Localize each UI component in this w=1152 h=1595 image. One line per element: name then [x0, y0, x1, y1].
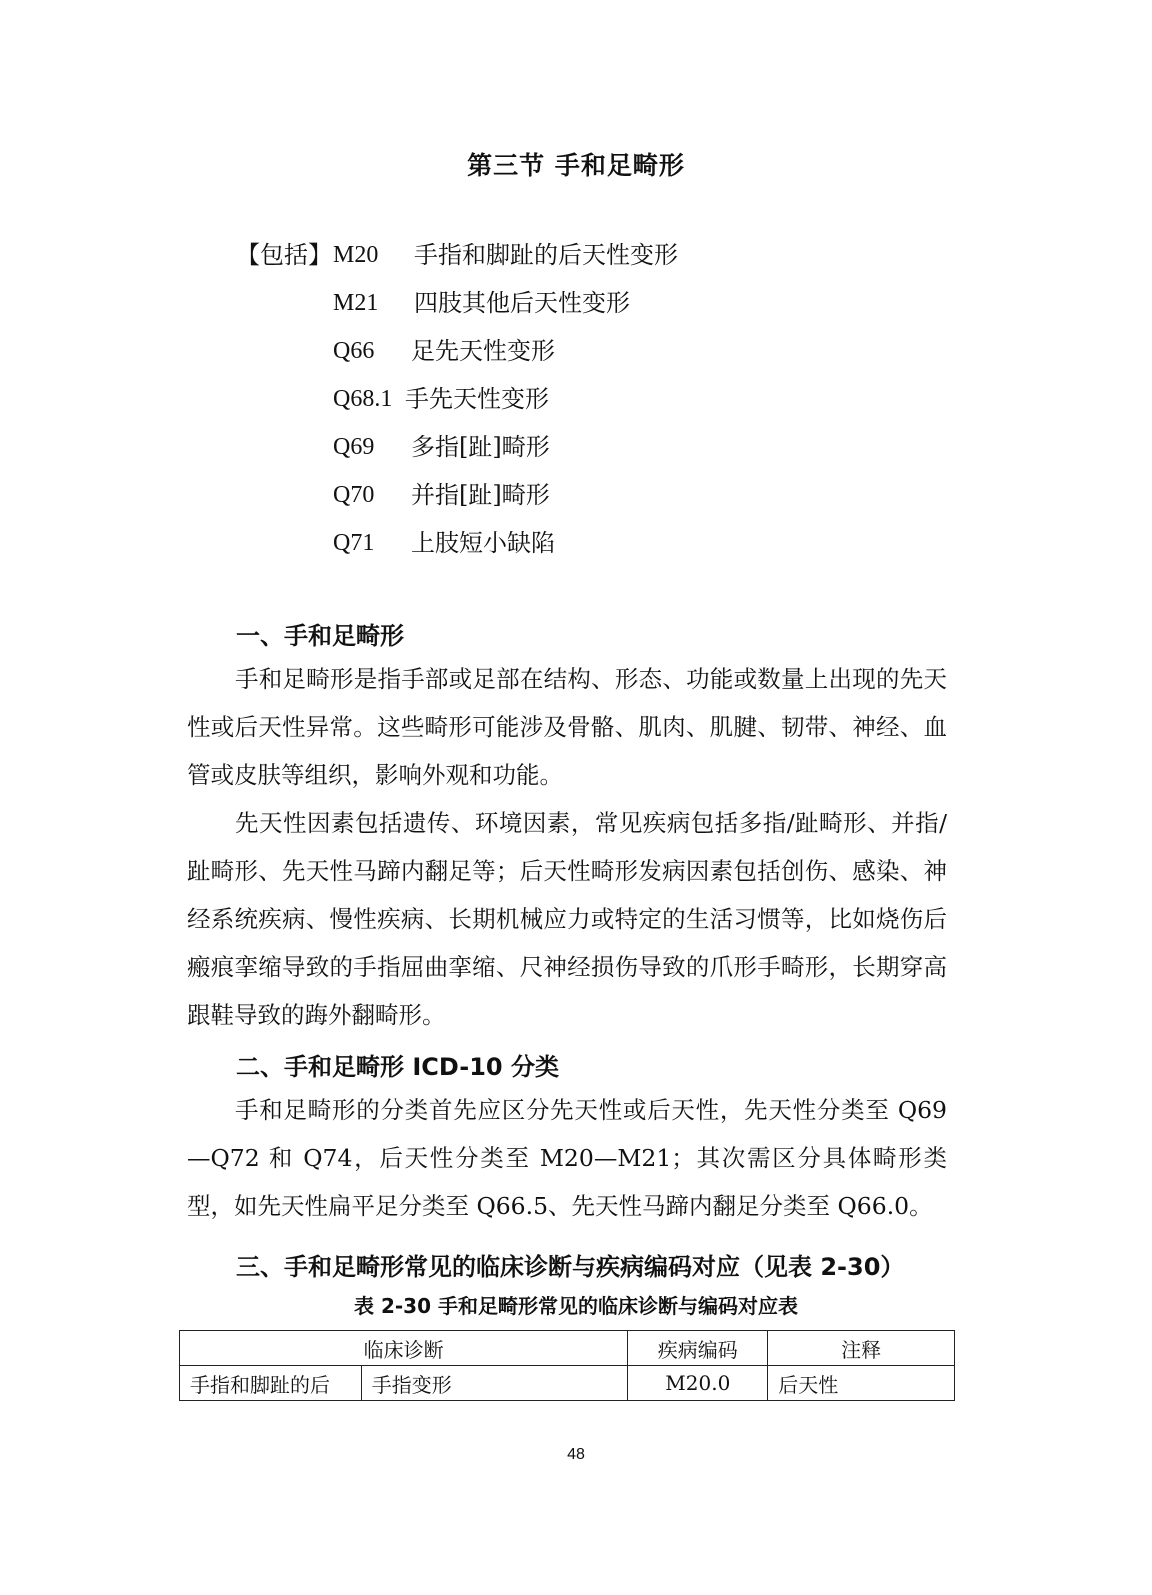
section-heading: 一、手和足畸形: [236, 622, 404, 650]
include-desc: 并指[趾]畸形: [411, 481, 550, 509]
include-row: [0, 478, 1152, 512]
include-code: Q66: [333, 338, 375, 364]
include-row: [0, 430, 1152, 464]
include-label: 【包括】: [236, 241, 332, 269]
include-row: [0, 238, 1152, 272]
include-desc: 足先天性变形: [411, 337, 555, 365]
include-code: M21: [333, 290, 379, 316]
include-row: [0, 334, 1152, 368]
cell-code: M20.0: [628, 1366, 768, 1401]
include-desc: 手指和脚趾的后天性变形: [414, 241, 678, 269]
header-note: 注释: [768, 1331, 955, 1366]
include-desc: 手先天性变形: [405, 385, 549, 413]
cell-category: 手指和脚趾的后: [180, 1366, 362, 1401]
include-code: M20: [333, 242, 379, 268]
cell-note: 后天性: [768, 1366, 955, 1401]
paragraph: 先天性因素包括遗传、环境因素，常见疾病包括多指/趾畸形、并指/趾畸形、先天性马蹄内翻足等；后天性畸形发病因素包括创伤、感染、神经系统疾病、慢性疾病、长期机械应力或特定的生活习惯等，比如烧伤后瘢痕挛缩导致的手指屈曲挛缩、尺神经损伤导致的爪形手畸形，长期穿高跟鞋导致的踇外翻畸形。: [187, 809, 947, 1029]
section-heading: 二、手和足畸形 ICD-10 分类: [236, 1053, 559, 1081]
page-title: 第三节 手和足畸形: [467, 151, 685, 180]
include-desc: 多指[趾]畸形: [411, 433, 550, 461]
cell-diagnosis: 手指变形: [361, 1366, 628, 1401]
include-code: Q69: [333, 434, 375, 460]
table-row: [180, 1366, 955, 1401]
include-desc: 上肢短小缺陷: [411, 529, 555, 557]
table-header-row: [180, 1331, 955, 1366]
include-code: Q70: [333, 482, 375, 508]
section-heading: 三、手和足畸形常见的临床诊断与疾病编码对应（见表 2-30）: [236, 1253, 905, 1281]
include-row: [0, 286, 1152, 320]
header-code: 疾病编码: [628, 1331, 768, 1366]
include-row: [0, 526, 1152, 560]
include-code: Q68.1: [333, 386, 393, 412]
include-row: [0, 382, 1152, 416]
header-diagnosis: 临床诊断: [180, 1331, 628, 1366]
include-desc: 四肢其他后天性变形: [414, 289, 630, 317]
table-caption: 表 2-30 手和足畸形常见的临床诊断与编码对应表: [354, 1294, 798, 1318]
paragraph: 手和足畸形的分类首先应区分先天性或后天性，先天性分类至 Q69—Q72 和 Q74，后天性分类至 M20—M21；其次需区分具体畸形类型，如先天性扁平足分类至 Q66.5、先天性马蹄内翻足分类至 Q66.0。: [187, 1096, 947, 1220]
include-code: Q71: [333, 530, 375, 556]
diagnosis-code-table: [179, 1330, 955, 1401]
page-number: 48: [567, 1446, 585, 1463]
paragraph: 手和足畸形是指手部或足部在结构、形态、功能或数量上出现的先天性或后天性异常。这些畸形可能涉及骨骼、肌肉、肌腱、韧带、神经、血管或皮肤等组织，影响外观和功能。: [187, 665, 947, 789]
